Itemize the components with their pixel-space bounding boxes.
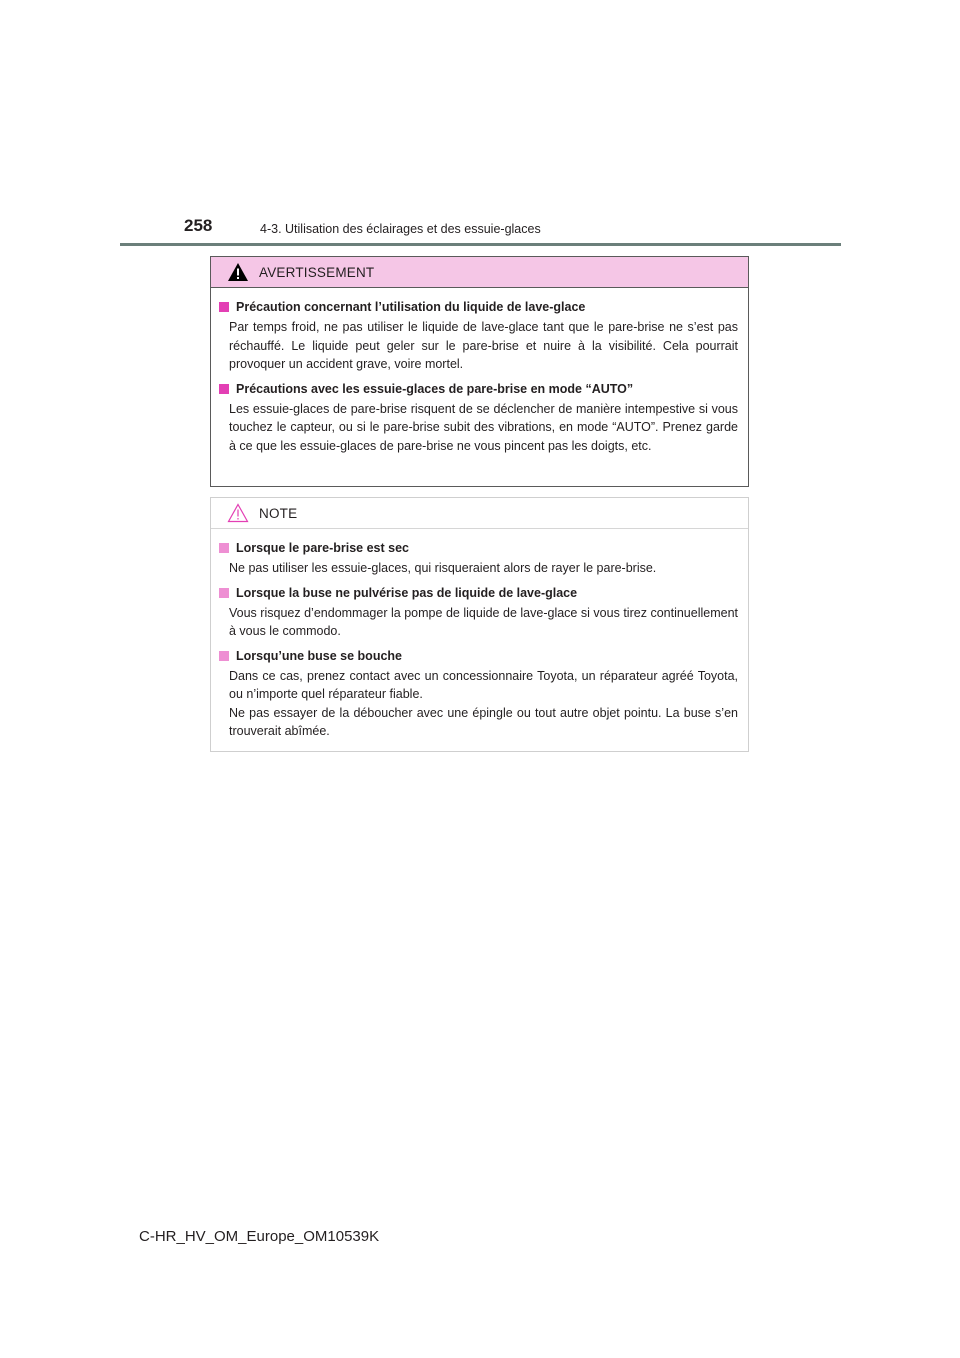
warning-title: AVERTISSEMENT: [259, 264, 375, 280]
warning-item: [219, 380, 738, 456]
note-item-text: Ne pas utiliser les essuie-glaces, qui risqueraient alors de rayer le pare-brise.: [229, 561, 657, 575]
header-divider: [120, 243, 841, 246]
square-bullet-icon: [219, 302, 229, 312]
note-item-text: Vous risquez d’endommager la pompe de liquide de lave-glace si vous tirez continuellement à vous le commodo.: [229, 605, 738, 638]
note-item: [219, 647, 738, 741]
note-title: NOTE: [259, 505, 298, 521]
note-item-text: Dans ce cas, prenez contact avec un concessionnaire Toyota, un réparateur agréé Toyota, ou n’importe quel réparateur fiable.: [229, 668, 738, 701]
section-title: 4-3. Utilisation des éclairages et des essuie-glaces: [260, 222, 541, 236]
note-triangle-icon: [227, 503, 249, 523]
warning-item-text: Les essuie-glaces de pare-brise risquent de se déclencher de manière intempestive si vous touchez le capteur, ou si le pare-brise subit des vibrations, en mode “AUTO”. Prenez garde à ce que les essuie-glaces de pare-brise ne vous pincent pas les doigts, etc.: [229, 401, 738, 453]
warning-item: [219, 298, 738, 374]
note-item: [219, 584, 738, 641]
warning-item-title: Précautions avec les essuie-glaces de pare-brise en mode “AUTO”: [236, 381, 634, 396]
square-bullet-icon: [219, 543, 229, 553]
warning-triangle-icon: [227, 262, 249, 282]
note-body: [211, 529, 748, 741]
square-bullet-icon: [219, 384, 229, 394]
square-bullet-icon: [219, 651, 229, 661]
note-item-text: Ne pas essayer de la déboucher avec une épingle ou tout autre objet pointu. La buse s’en trouverait abîmée.: [229, 705, 738, 738]
page-number: 258: [184, 216, 213, 235]
square-bullet-icon: [219, 588, 229, 598]
note-item: [219, 539, 738, 578]
document-code: C-HR_HV_OM_Europe_OM10539K: [139, 1228, 380, 1245]
note-item-title: Lorsque la buse ne pulvérise pas de liquide de lave-glace: [236, 585, 578, 600]
note-header: [211, 498, 748, 529]
note-item-title: Lorsqu’une buse se bouche: [236, 648, 402, 663]
note-box: [210, 497, 749, 752]
warning-body: [211, 288, 748, 455]
warning-header: [211, 257, 748, 288]
warning-item-text: Par temps froid, ne pas utiliser le liquide de lave-glace tant que le pare-brise ne s’est pas réchauffé. Le liquide peut geler sur le pare-brise et nuire à la visibilité. Cela pourrait provoquer un accident grave, voire mortel.: [229, 320, 738, 371]
note-item-title: Lorsque le pare-brise est sec: [236, 541, 409, 555]
warning-item-title: Précaution concernant l’utilisation du liquide de lave-glace: [236, 300, 586, 314]
warning-box: [210, 256, 749, 487]
